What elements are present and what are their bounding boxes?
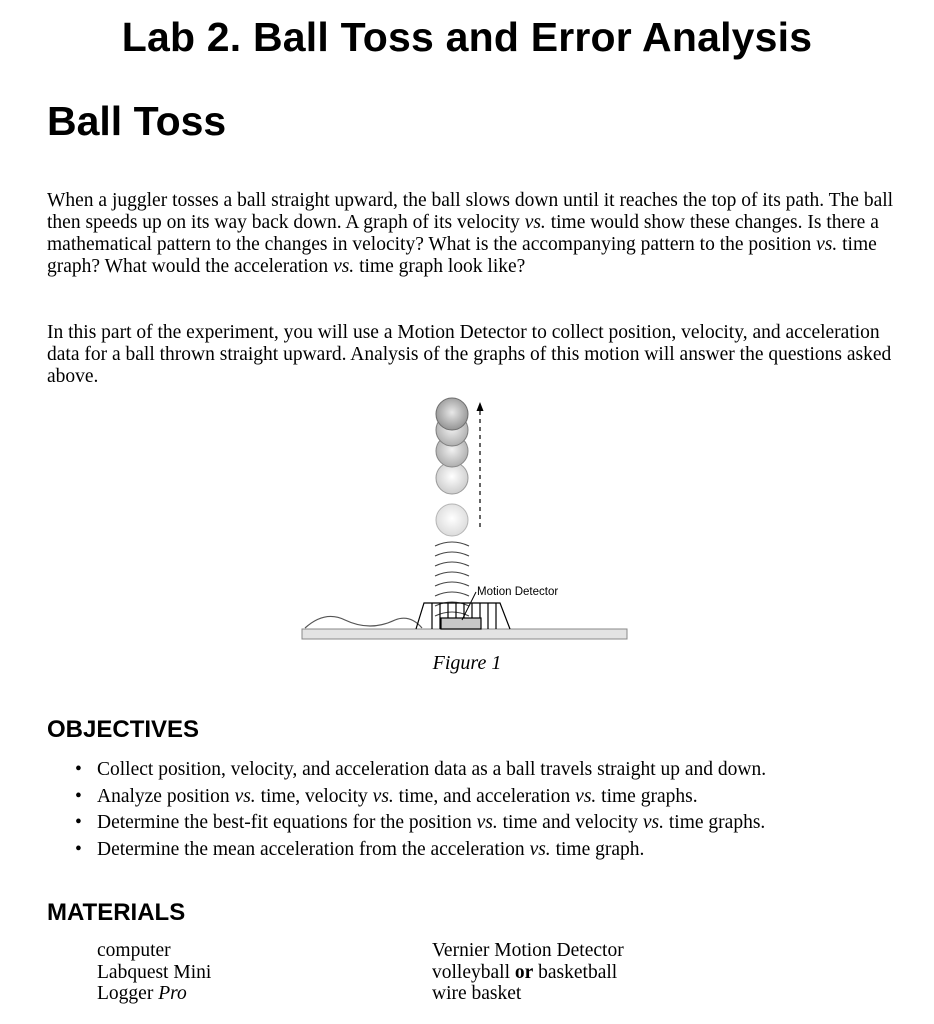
materials-right-column: [432, 940, 624, 1005]
motion-detector: [416, 603, 510, 629]
experiment-paragraph: In this part of the experiment, you will use a Motion Detector to collect position, velocity, and acceleration data for a ball thrown straight upward. Analysis of the graphs of this motion will answer the questions asked above.: [47, 322, 892, 387]
detector-cable: [305, 616, 422, 628]
intro-paragraph: When a juggler tosses a ball straight upward, the ball slows down until it reaches the top of its path. The ball then speeds up on its way back down. A graph of its velocity vs. time would show these changes. Is there a mathematical pattern to the changes in velocity? What is the accompanying pattern to the position vs. time graph? What would the acceleration vs. time graph look like?: [47, 190, 894, 277]
figure-caption: Figure 1: [432, 652, 502, 674]
material-item: Vernier Motion Detector: [432, 940, 624, 961]
material-item: computer: [97, 940, 171, 961]
page-title: Lab 2. Ball Toss and Error Analysis: [121, 14, 813, 60]
objectives-heading: OBJECTIVES: [47, 716, 200, 743]
materials-heading: MATERIALS: [47, 899, 186, 926]
motion-direction-arrow: [477, 402, 484, 527]
materials-left-column: [97, 940, 211, 1005]
material-item: wire basket: [432, 983, 522, 1004]
section-title: Ball Toss: [47, 98, 227, 144]
objective-item: • Determine the best-fit equations for the position vs. time and velocity vs. time graphs.: [75, 810, 915, 837]
objective-item: • Collect position, velocity, and acceleration data as a ball travels straight up and down.: [75, 757, 915, 784]
objective-item: • Determine the mean acceleration from the acceleration vs. time graph.: [75, 837, 915, 864]
motion-detector-label: Motion Detector: [477, 586, 559, 598]
objective-item: • Analyze position vs. time, velocity vs. time, and acceleration vs. time graphs.: [75, 784, 915, 811]
ball-toss-figure: [290, 392, 640, 642]
material-item: Logger Pro: [97, 983, 187, 1004]
material-item: Labquest Mini: [97, 961, 212, 983]
floor: [302, 629, 627, 639]
material-item: volleyball or basketball: [432, 961, 618, 983]
objectives-list: [75, 757, 915, 863]
ball-sequence: [436, 398, 468, 536]
